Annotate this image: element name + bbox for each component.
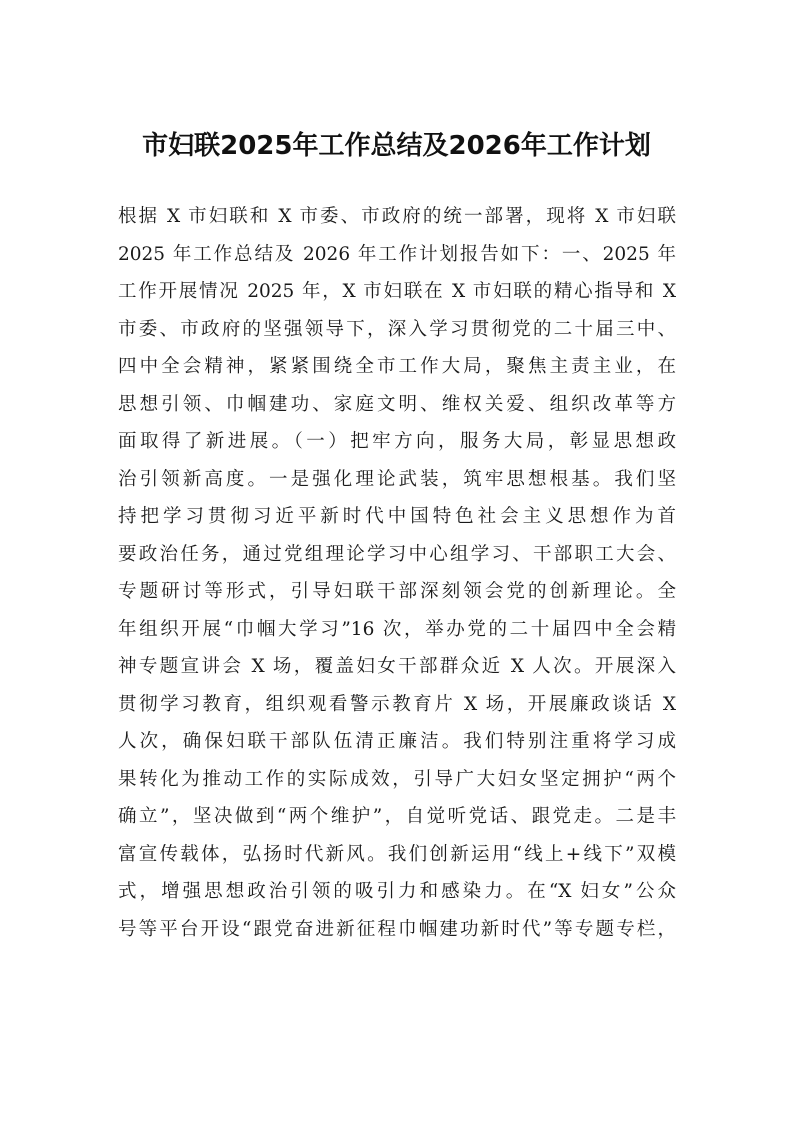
body-line: 面取得了新进展。（一）把牢方向，服务大局，彰显思想政 [118,431,676,452]
body-line: 持把学习贯彻习近平新时代中国特色社会主义思想作为首 [118,506,676,527]
body-line: 式，增强思想政治引领的吸引力和感染力。在“X 妇女”公众 [118,881,677,902]
body-line: 神专题宣讲会 X 场，覆盖妇女干部群众近 X 人次。开展深入 [118,656,676,677]
document-body [118,198,676,948]
body-line: 市委、市政府的坚强领导下，深入学习贯彻党的二十届三中、 [118,318,676,340]
body-line: 四中全会精神，紧紧围绕全市工作大局，聚焦主责主业，在 [118,356,676,377]
body-line: 专题研讨等形式，引导妇联干部深刻领会党的创新理论。全 [118,581,676,602]
body-line: 思想引领、巾帼建功、家庭文明、维权关爱、组织改革等方 [118,393,676,415]
body-line: 号等平台开设“跟党奋进新征程巾帼建功新时代”等专题专栏， [118,918,676,940]
body-line: 2025 年工作总结及 2026 年工作计划报告如下：一、2025 年 [118,243,676,265]
document-title: 市妇联2025年工作总结及2026年工作计划 [142,131,651,161]
body-line: 治引领新高度。一是强化理论武装，筑牢思想根基。我们坚 [118,468,676,490]
body-line: 确立”，坚决做到“两个维护”，自觉听党话、跟党走。二是丰 [118,806,676,827]
body-line: 工作开展情况 2025 年，X 市妇联在 X 市妇联的精心指导和 X [118,281,676,302]
body-line: 年组织开展“巾帼大学习”16 次，举办党的二十届四中全会精 [118,618,676,640]
body-line: 贯彻学习教育，组织观看警示教育片 X 场，开展廉政谈话 X [118,693,676,715]
body-line: 根据 X 市妇联和 X 市委、市政府的统一部署，现将 X 市妇联 [118,206,676,227]
body-line: 人次，确保妇联干部队伍清正廉洁。我们特别注重将学习成 [118,731,676,752]
body-line: 要政治任务，通过党组理论学习中心组学习、干部职工大会、 [118,543,676,565]
body-line: 果转化为推动工作的实际成效，引导广大妇女坚定拥护“两个 [118,768,676,790]
body-line: 富宣传载体，弘扬时代新风。我们创新运用“线上+线下”双模 [118,843,676,865]
